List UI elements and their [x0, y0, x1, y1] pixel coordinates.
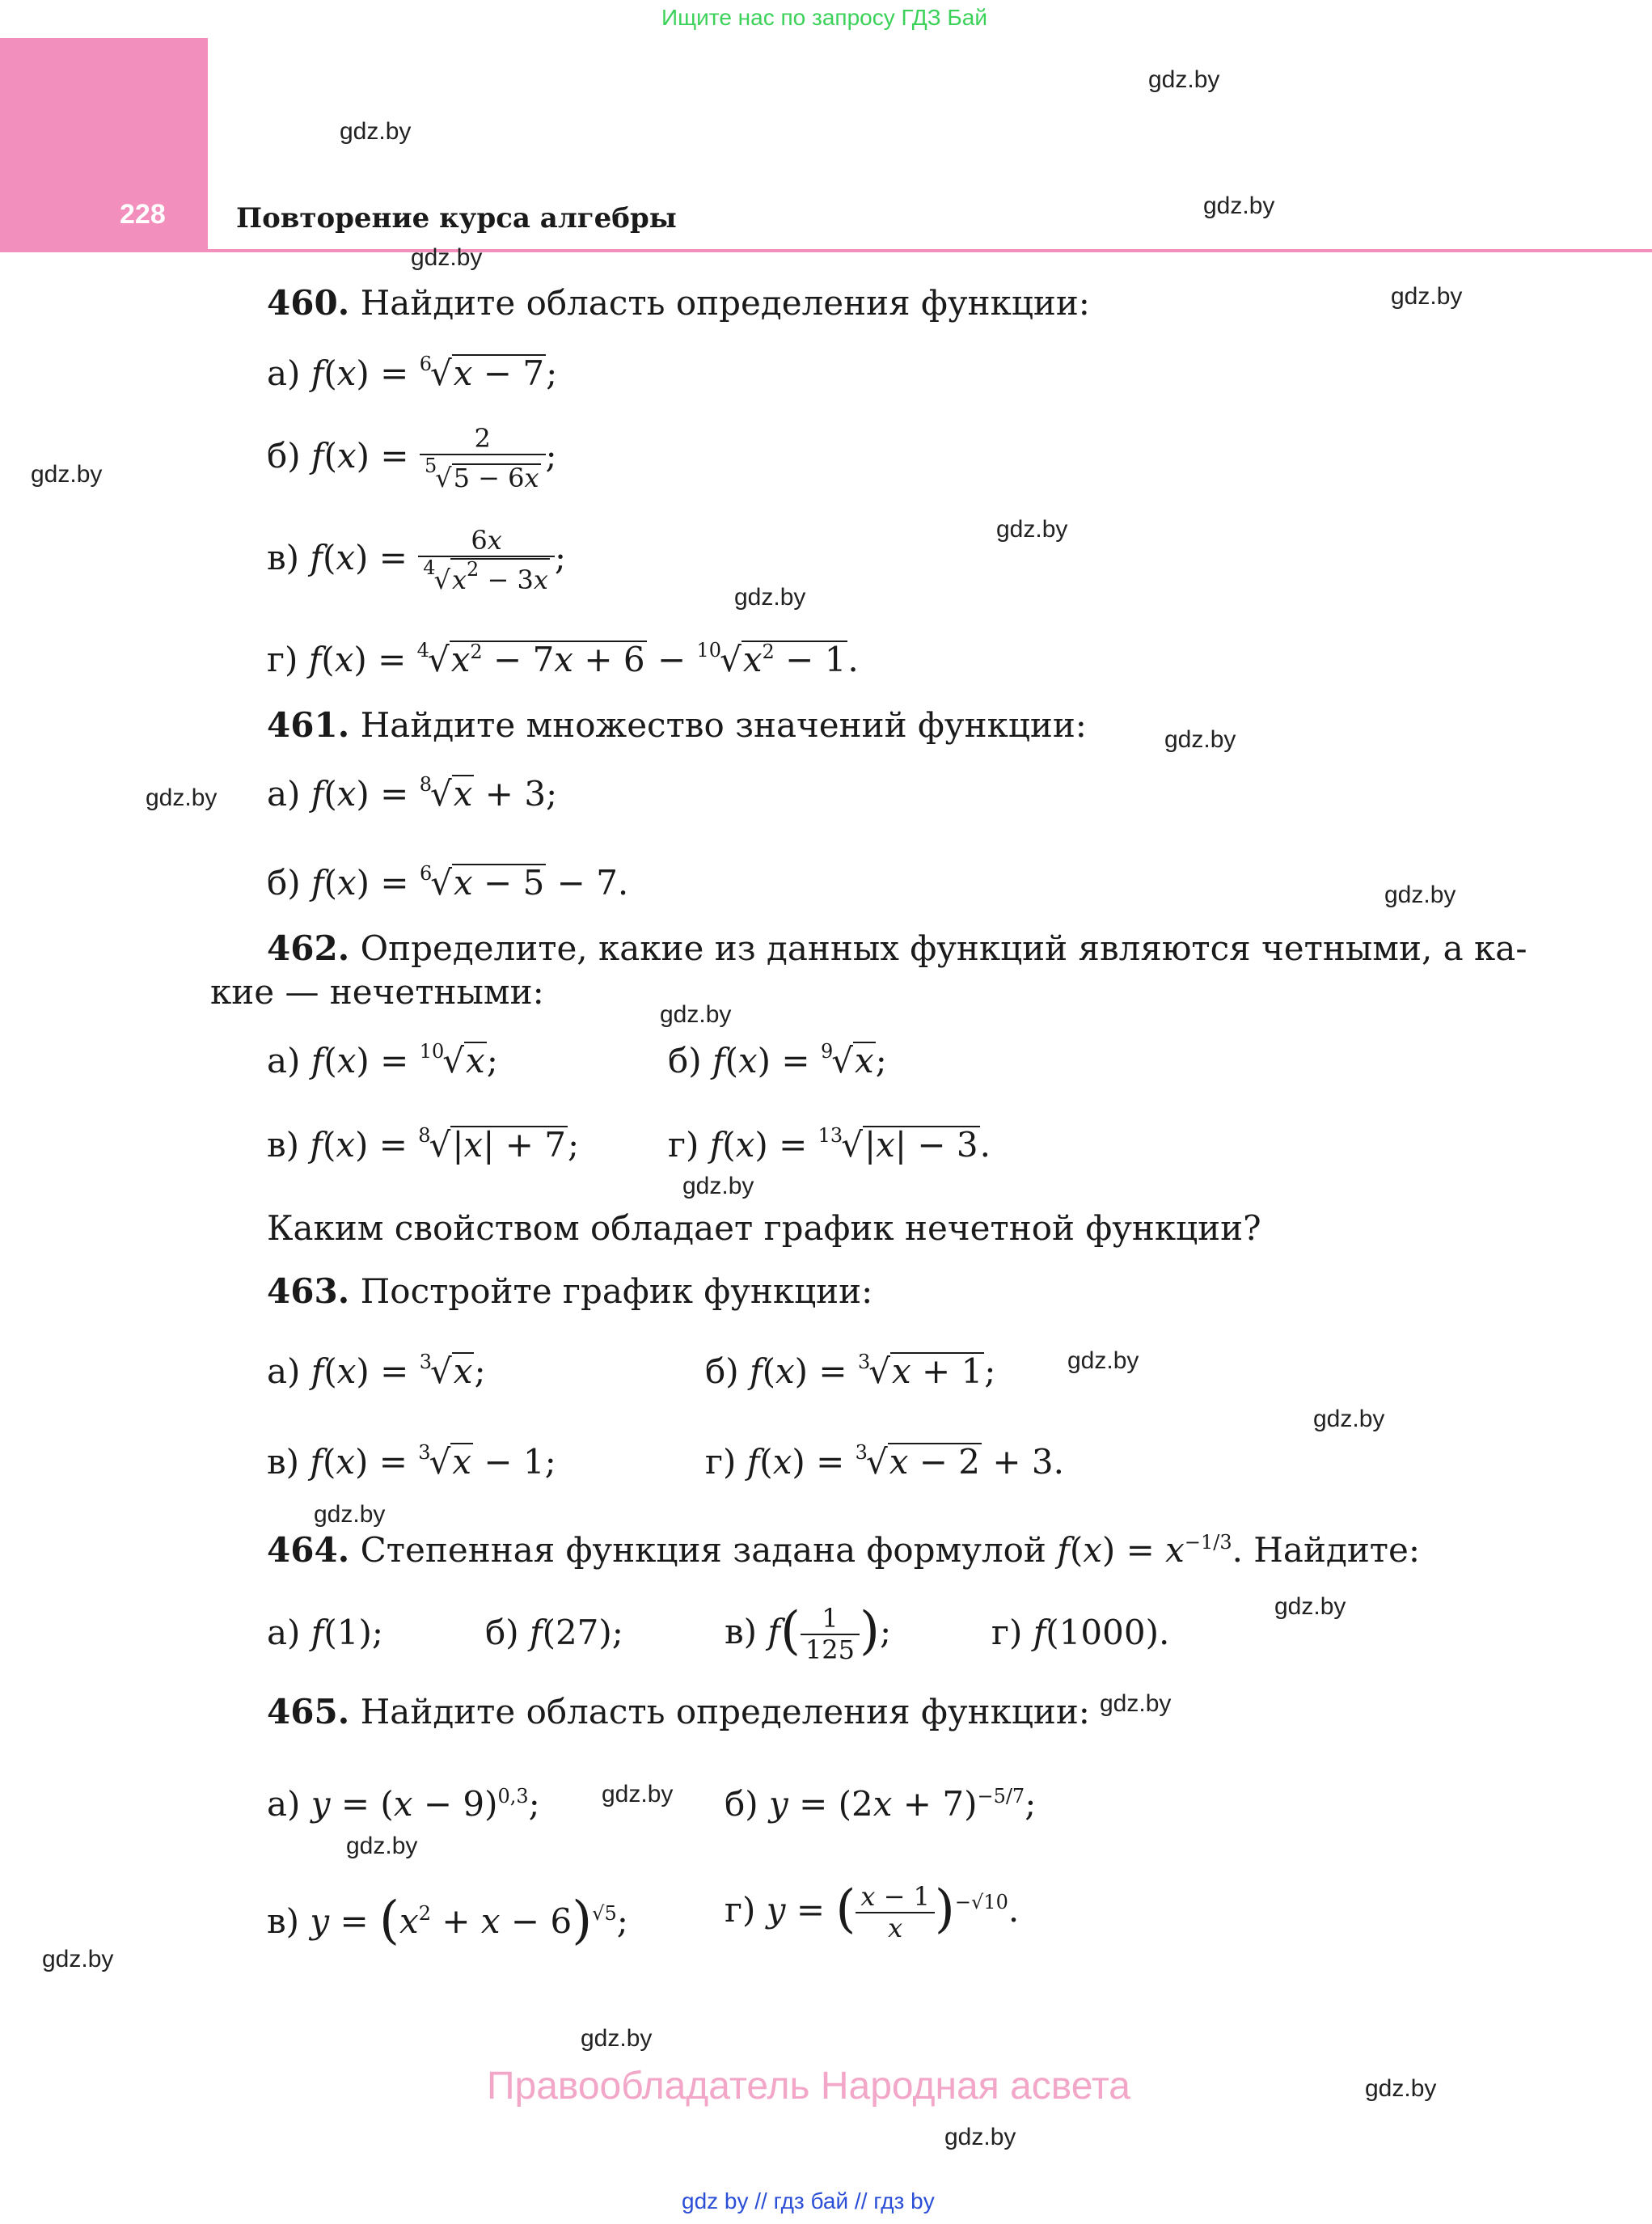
problem-464-b: б) f(27);: [485, 1613, 623, 1652]
problem-460-g: г) $f(x) = ^4√x^2 - 7x + 6 - ^{10}√x^2 - 1$.: [267, 639, 859, 679]
problem-461-b: б) f(x) = $^6$√x − 5 − 7.: [267, 862, 629, 903]
problem-465-g: г) y = ( $\frac{x - 1}{x}$ )$^{-√10}$.: [725, 1879, 1020, 1943]
watermark: gdz.by: [1164, 726, 1236, 753]
watermark: gdz.by: [1100, 1690, 1172, 1717]
watermark: gdz.by: [314, 1501, 386, 1528]
problem-460-v: в) f(x) = $\frac{6x}{^4√x^2 - 3x}$ ;: [267, 525, 567, 595]
problem-462-heading-cont: кие — нечетными:: [210, 972, 544, 1012]
watermark: gdz.by: [660, 1001, 732, 1028]
watermark: gdz.by: [1391, 283, 1463, 310]
watermark: gdz.by: [146, 784, 218, 811]
problem-463-v: в) f(x) = $^3$√x − 1;: [267, 1441, 556, 1482]
watermark: gdz.by: [346, 1833, 418, 1859]
problem-465-v: в) $y = (x^2 + x - 6)^{√5}$;: [267, 1891, 628, 1951]
problem-462-g: г) f(x) = $^{13}$√|x| − 3.: [668, 1124, 991, 1165]
watermark: gdz.by: [1203, 192, 1275, 219]
problem-462-question: Каким свойством обладает график нечетной функции?: [267, 1208, 1261, 1248]
page-number: 228: [120, 199, 166, 230]
problem-460-a: а) f(x) = $^6$√x − 7;: [267, 353, 558, 393]
problem-460-heading: 460. Найдите область определения функции:: [267, 283, 1090, 323]
problem-465-b: б) $y = (2x + 7)^{-5/7}$;: [725, 1784, 1037, 1824]
problem-462-v: в) f(x) = $^8$√|x| + 7;: [267, 1124, 580, 1165]
problem-464-a: а) f(1);: [267, 1613, 383, 1652]
problem-461-a: а) f(x) = $^8$√x + 3;: [267, 773, 558, 814]
page-number-block: [0, 38, 208, 252]
problem-460-b: б) f(x) = $\frac{2}{^5√5 - 6x}$ ;: [267, 423, 557, 493]
footer-links[interactable]: gdz by // гдз бай // гдз by: [682, 2188, 935, 2213]
watermark: gdz.by: [734, 584, 806, 611]
watermark: gdz.by: [602, 1781, 674, 1808]
problem-463-g: г) f(x) = $^3$√x − 2 + 3.: [705, 1441, 1064, 1482]
watermark: gdz.by: [31, 461, 103, 488]
problem-465-heading: 465. Найдите область определения функции:: [267, 1692, 1090, 1731]
watermark: gdz.by: [1148, 66, 1220, 93]
watermark: gdz.by: [340, 118, 412, 145]
problem-464-v: в) f( $\frac{1}{125}$ );: [725, 1601, 892, 1665]
watermark: gdz.by: [581, 2025, 653, 2052]
watermark: gdz.by: [1313, 1406, 1385, 1432]
problem-464-heading: 464. Степенная функция задана формулой $f(x) = x^{-1/3}$. Найдите:: [267, 1530, 1421, 1570]
problem-461-heading: 461. Найдите множество значений функции:: [267, 705, 1087, 745]
problem-463-heading: 463. Постройте график функции:: [267, 1271, 873, 1311]
watermark: gdz.by: [42, 1946, 114, 1972]
problem-463-b: б) f(x) = $^3$√x + 1;: [705, 1351, 996, 1391]
watermark: gdz.by: [944, 2124, 1016, 2150]
problem-462-b: б) f(x) = $^9$√x;: [668, 1040, 887, 1080]
running-head: Повторение курса алгебры: [236, 202, 677, 235]
problem-462-heading: 462. Определите, какие из данных функций являются четными, а ка-: [267, 928, 1527, 968]
watermark: gdz.by: [682, 1173, 754, 1199]
watermark: gdz.by: [996, 516, 1068, 543]
watermark: gdz.by: [411, 244, 483, 271]
problem-464-g: г) f(1000).: [991, 1613, 1170, 1652]
footer-rights: Правообладатель Народная асвета: [487, 2065, 1130, 2108]
watermark: gdz.by: [1365, 2075, 1437, 2102]
problem-463-a: а) f(x) = $^3$√x;: [267, 1351, 486, 1391]
watermark: gdz.by: [1274, 1593, 1346, 1620]
watermark: gdz.by: [1384, 882, 1456, 908]
problem-465-a: а) $y = (x - 9)^{0,3}$;: [267, 1784, 540, 1824]
top-banner: Ищите нас по запросу ГДЗ Бай: [661, 5, 988, 30]
problem-462-a: а) f(x) = $^{10}$√x;: [267, 1040, 498, 1080]
watermark: gdz.by: [1067, 1347, 1139, 1374]
